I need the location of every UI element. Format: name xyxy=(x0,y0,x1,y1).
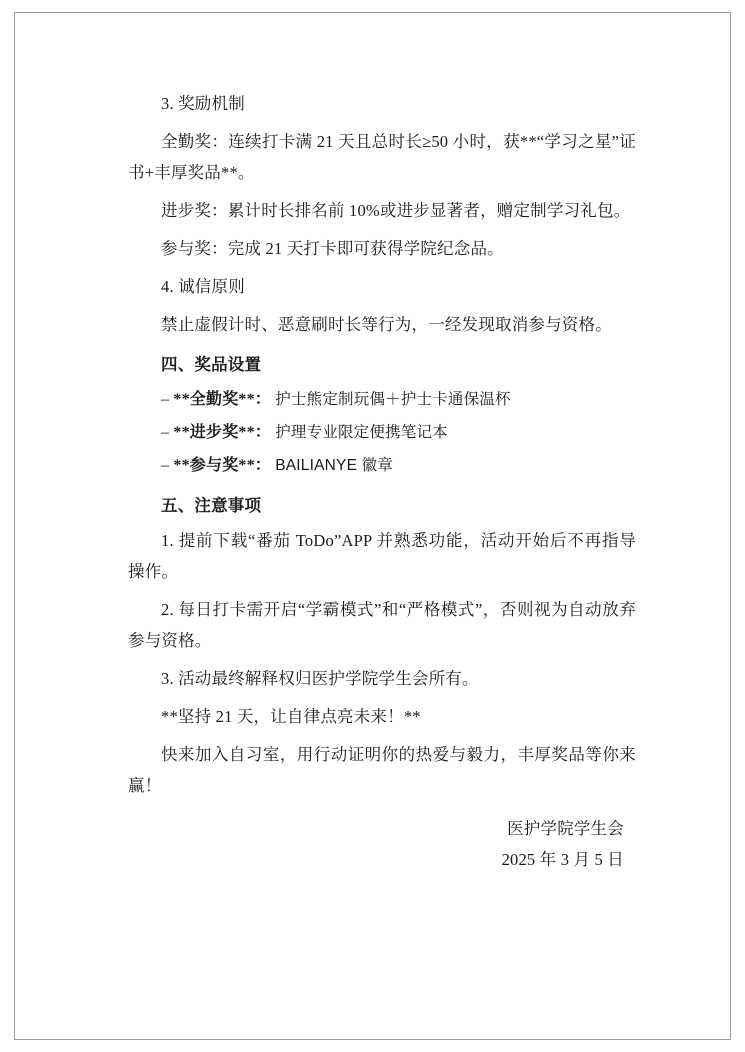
note-item-2: 2. 每日打卡需开启“学霸模式”和“严格模式”，否则视为自动放弃参与资格。 xyxy=(128,600,636,650)
reward-mechanism-title: 3. 奖励机制 xyxy=(161,94,245,113)
note-item-1: 1. 提前下载“番茄 ToDo”APP 并熟悉功能，活动开始后不再指导操作。 xyxy=(128,531,636,581)
list-item xyxy=(128,450,636,481)
integrity-principle-title: 4. 诚信原则 xyxy=(161,277,245,296)
prize-text: 护士熊定制玩偶＋护士卡通保温杯 xyxy=(275,391,511,408)
heading-notes: 五、注意事项 xyxy=(161,496,262,515)
note-item-3: 3. 活动最终解释权归医护学院学生会所有。 xyxy=(161,669,479,688)
prize-label: **全勤奖**： xyxy=(173,391,272,408)
prize-label: **进步奖**： xyxy=(173,424,272,441)
reward-progress: 进步奖：累计时长排名前 10%或进步显著者，赠定制学习礼包。 xyxy=(161,201,631,220)
signature-date: 2025 年 3 月 5 日 xyxy=(501,850,624,869)
reward-full-attendance: 全勤奖：连续打卡满 21 天且总时长≥50 小时，获**“学习之星”证书+丰厚奖品**。 xyxy=(128,132,636,182)
dash-marker: – xyxy=(161,424,170,441)
signature-organization: 医护学院学生会 xyxy=(507,819,624,838)
prize-label: **参与奖**： xyxy=(173,457,272,474)
closing-text: 快来加入自习室，用行动证明你的热爱与毅力，丰厚奖品等你来赢！ xyxy=(128,745,636,795)
prize-text: BAILIANYE 徽章 xyxy=(275,457,394,474)
list-item xyxy=(128,417,636,448)
integrity-principle-text: 禁止虚假计时、恶意刷时长等行为，一经发现取消参与资格。 xyxy=(161,315,612,334)
dash-marker: – xyxy=(161,457,170,474)
document-body xyxy=(128,88,636,875)
heading-prize-setup: 四、奖品设置 xyxy=(161,355,262,374)
list-item xyxy=(128,384,636,415)
prize-text: 护理专业限定便携笔记本 xyxy=(275,424,448,441)
slogan-text: **坚持 21 天，让自律点亮未来！** xyxy=(161,707,421,726)
reward-participation: 参与奖：完成 21 天打卡即可获得学院纪念品。 xyxy=(161,239,504,258)
dash-marker: – xyxy=(161,391,170,408)
